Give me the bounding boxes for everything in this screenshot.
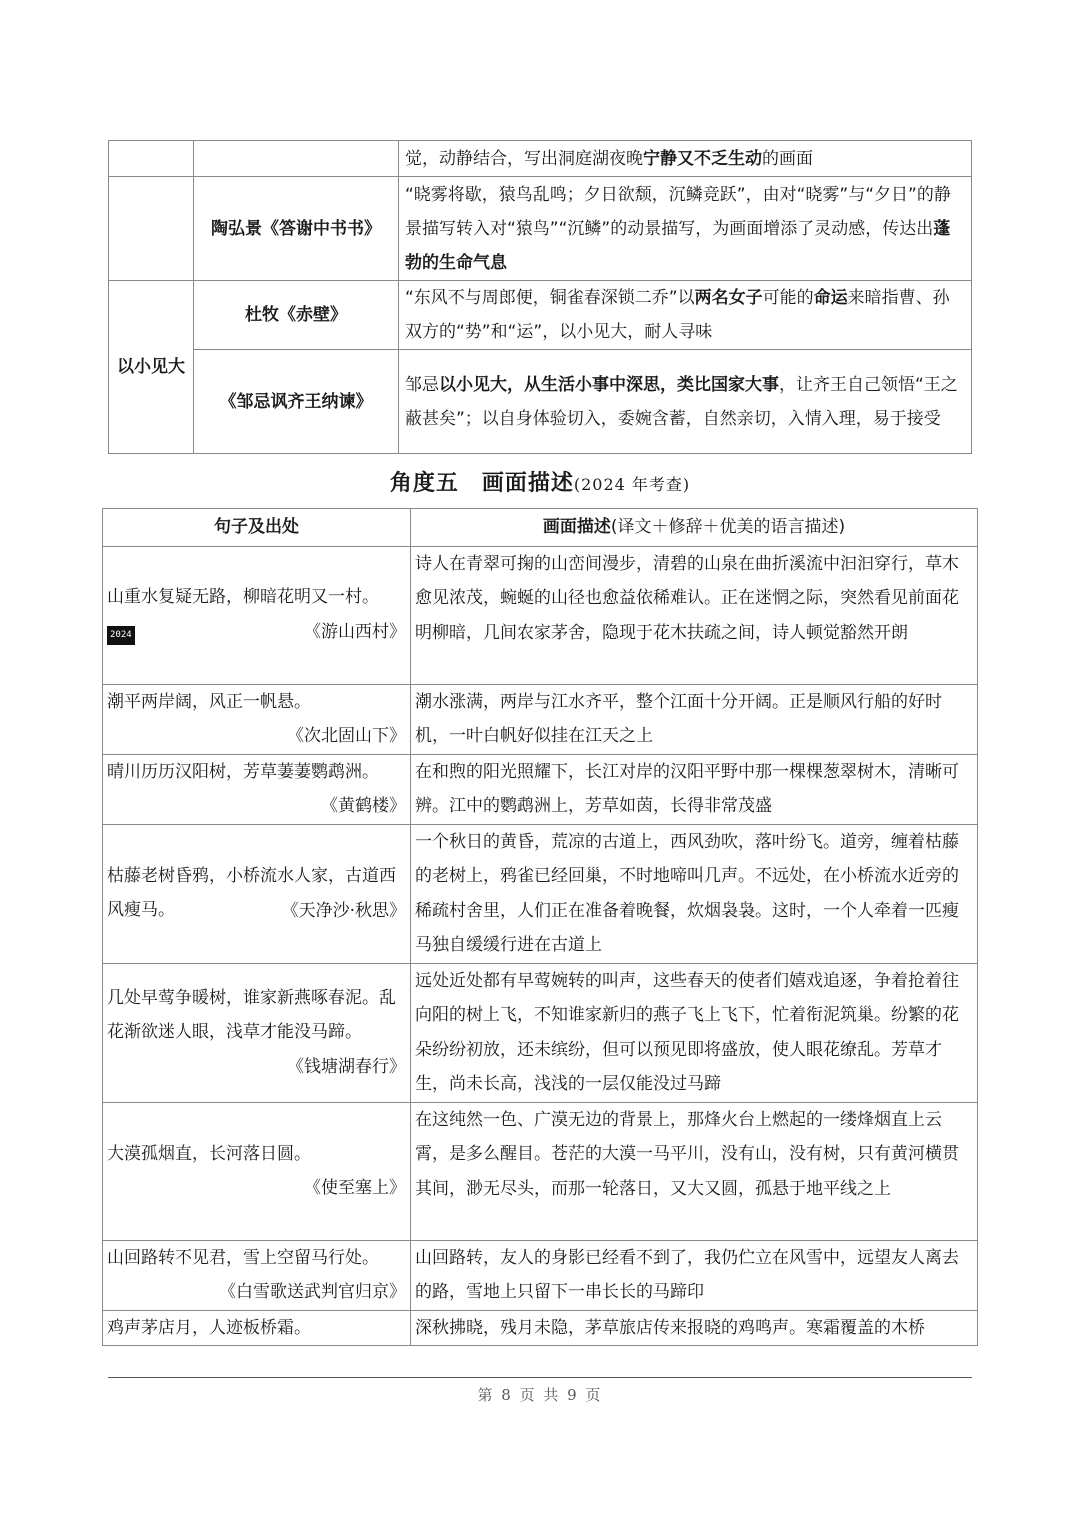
- source-cell: 陶弘景《答谢中书书》: [194, 177, 399, 281]
- source-text: 《使至塞上》: [303, 1178, 406, 1198]
- desc-cell: 觉，动静结合，写出洞庭湖夜晚宁静又不乏生动的画面: [399, 141, 972, 177]
- sentence-cell: 山回路转不见君，雪上空留马行处。 《白雪歌送武判官归京》: [103, 1240, 411, 1310]
- desc-cell: “东风不与周郎便，铜雀春深锁二乔”以两名女子可能的命运来暗指曹、孙双方的“势”和“运”，以小见大，耐人寻味: [399, 281, 972, 350]
- sentence-cell: 鸡声茅店月，人迹板桥霜。: [103, 1310, 411, 1346]
- angle-four-table: [108, 140, 972, 454]
- picture-description-table: [102, 508, 978, 1346]
- description-cell: 在这纯然一色、广漠无边的背景上，那烽火台上燃起的一缕烽烟直上云霄，是多么醒目。苍茫的大漠一马平川，没有山，没有树，只有黄河横贯其间，渺无尽头，而那一轮落日，又大又圆，孤悬于地平线之上: [410, 1102, 977, 1240]
- source-text: 《游山西村》: [303, 622, 406, 643]
- source-cell-empty: [194, 141, 399, 177]
- description-cell: 山回路转，友人的身影已经看不到了，我仍伫立在风雪中，远望友人离去的路，雪地上只留下一串长长的马蹄印: [410, 1240, 977, 1310]
- source-text: 《次北固山下》: [286, 726, 406, 746]
- sentence-cell: 大漠孤烟直，长河落日圆。 《使至塞上》: [103, 1102, 411, 1240]
- category-cell-empty: [109, 141, 194, 177]
- sentence-cell: 枯藤老树昏鸦，小桥流水人家，古道西风瘦马。 《天净沙·秋思》: [103, 824, 411, 963]
- description-cell: 深秋拂晓，残月未隐，茅草旅店传来报晓的鸡鸣声。寒霜覆盖的木桥: [410, 1310, 977, 1346]
- sentence-cell: 山重水复疑无路，柳暗花明又一村。 2024 《游山西村》: [103, 546, 411, 684]
- section-title: 角度五 画面描述(2024 年考查): [389, 471, 691, 496]
- desc-cell: “晓雾将歇，猿鸟乱鸣；夕日欲颓，沉鳞竞跃”，由对“晓雾”与“夕日”的静景描写转入对“猿鸟”“沉鳞”的动景描写，为画面增添了灵动感，传达出蓬勃的生命气息: [399, 177, 972, 281]
- description-cell: 一个秋日的黄昏，荒凉的古道上，西风劲吹，落叶纷飞。道旁，缠着枯藤的老树上，鸦雀已经回巢，不时地啼叫几声。不远处，在小桥流水近旁的稀疏村舍里，人们正在准备着晚餐，炊烟袅袅。这时，一个人牵着一匹瘦马独自缓缓行进在古道上: [410, 824, 977, 963]
- sentence-cell: 几处早莺争暖树，谁家新燕啄春泥。乱花渐欲迷人眼，浅草才能没马蹄。 《钱塘湖春行》: [103, 963, 411, 1102]
- desc-cell: 邹忌以小见大，从生活小事中深思，类比国家大事，让齐王自己领悟“王之蔽甚矣”；以自身体验切入，委婉含蓄，自然亲切，入情入理，易于接受: [399, 350, 972, 454]
- page-number: 第 8 页 共 9 页: [477, 1386, 603, 1404]
- source-text: 《钱塘湖春行》: [286, 1056, 406, 1077]
- source-text: 《白雪歌送武判官归京》: [218, 1282, 406, 1302]
- header-sentence: 句子及出处: [103, 509, 411, 547]
- footer-divider: [108, 1377, 972, 1378]
- description-cell: 潮水涨满，两岸与江水齐平，整个江面十分开阔。正是顺风行船的好时机，一叶白帆好似挂在江天之上: [410, 684, 977, 754]
- source-cell: 《邹忌讽齐王纳谏》: [194, 350, 399, 454]
- category-cell-empty: [109, 177, 194, 281]
- header-description: 画面描述(译文＋修辞＋优美的语言描述): [410, 509, 977, 547]
- source-text: 《天净沙·秋思》: [281, 900, 406, 921]
- sentence-cell: 潮平两岸阔，风正一帆悬。 《次北固山下》: [103, 684, 411, 754]
- description-cell: 远处近处都有早莺婉转的叫声，这些春天的使者们嬉戏追逐，争着抢着往向阳的树上飞，不知谁家新归的燕子飞上飞下，忙着衔泥筑巢。纷繁的花朵纷纷初放，还未缤纷，但可以预见即将盛放，使人眼花缭乱。芳草才生，尚未长高，浅浅的一层仅能没过马蹄: [410, 963, 977, 1102]
- description-cell: 诗人在青翠可掬的山峦间漫步，清碧的山泉在曲折溪流中汩汩穿行，草木愈见浓茂，蜿蜒的山径也愈益依稀难认。正在迷惘之际，突然看见前面花明柳暗，几间农家茅舍，隐现于花木扶疏之间，诗人顿觉豁然开朗: [410, 546, 977, 684]
- source-cell: 杜牧《赤壁》: [194, 281, 399, 350]
- description-cell: 在和煦的阳光照耀下，长江对岸的汉阳平野中那一棵棵葱翠树木，清晰可辨。江中的鹦鹉洲上，芳草如茵，长得非常茂盛: [410, 754, 977, 824]
- source-text: 《黄鹤楼》: [320, 796, 406, 816]
- year-badge: 2024: [107, 626, 135, 645]
- sentence-cell: 晴川历历汉阳树，芳草萋萋鹦鹉洲。 《黄鹤楼》: [103, 754, 411, 824]
- category-cell: 以小见大: [109, 281, 194, 454]
